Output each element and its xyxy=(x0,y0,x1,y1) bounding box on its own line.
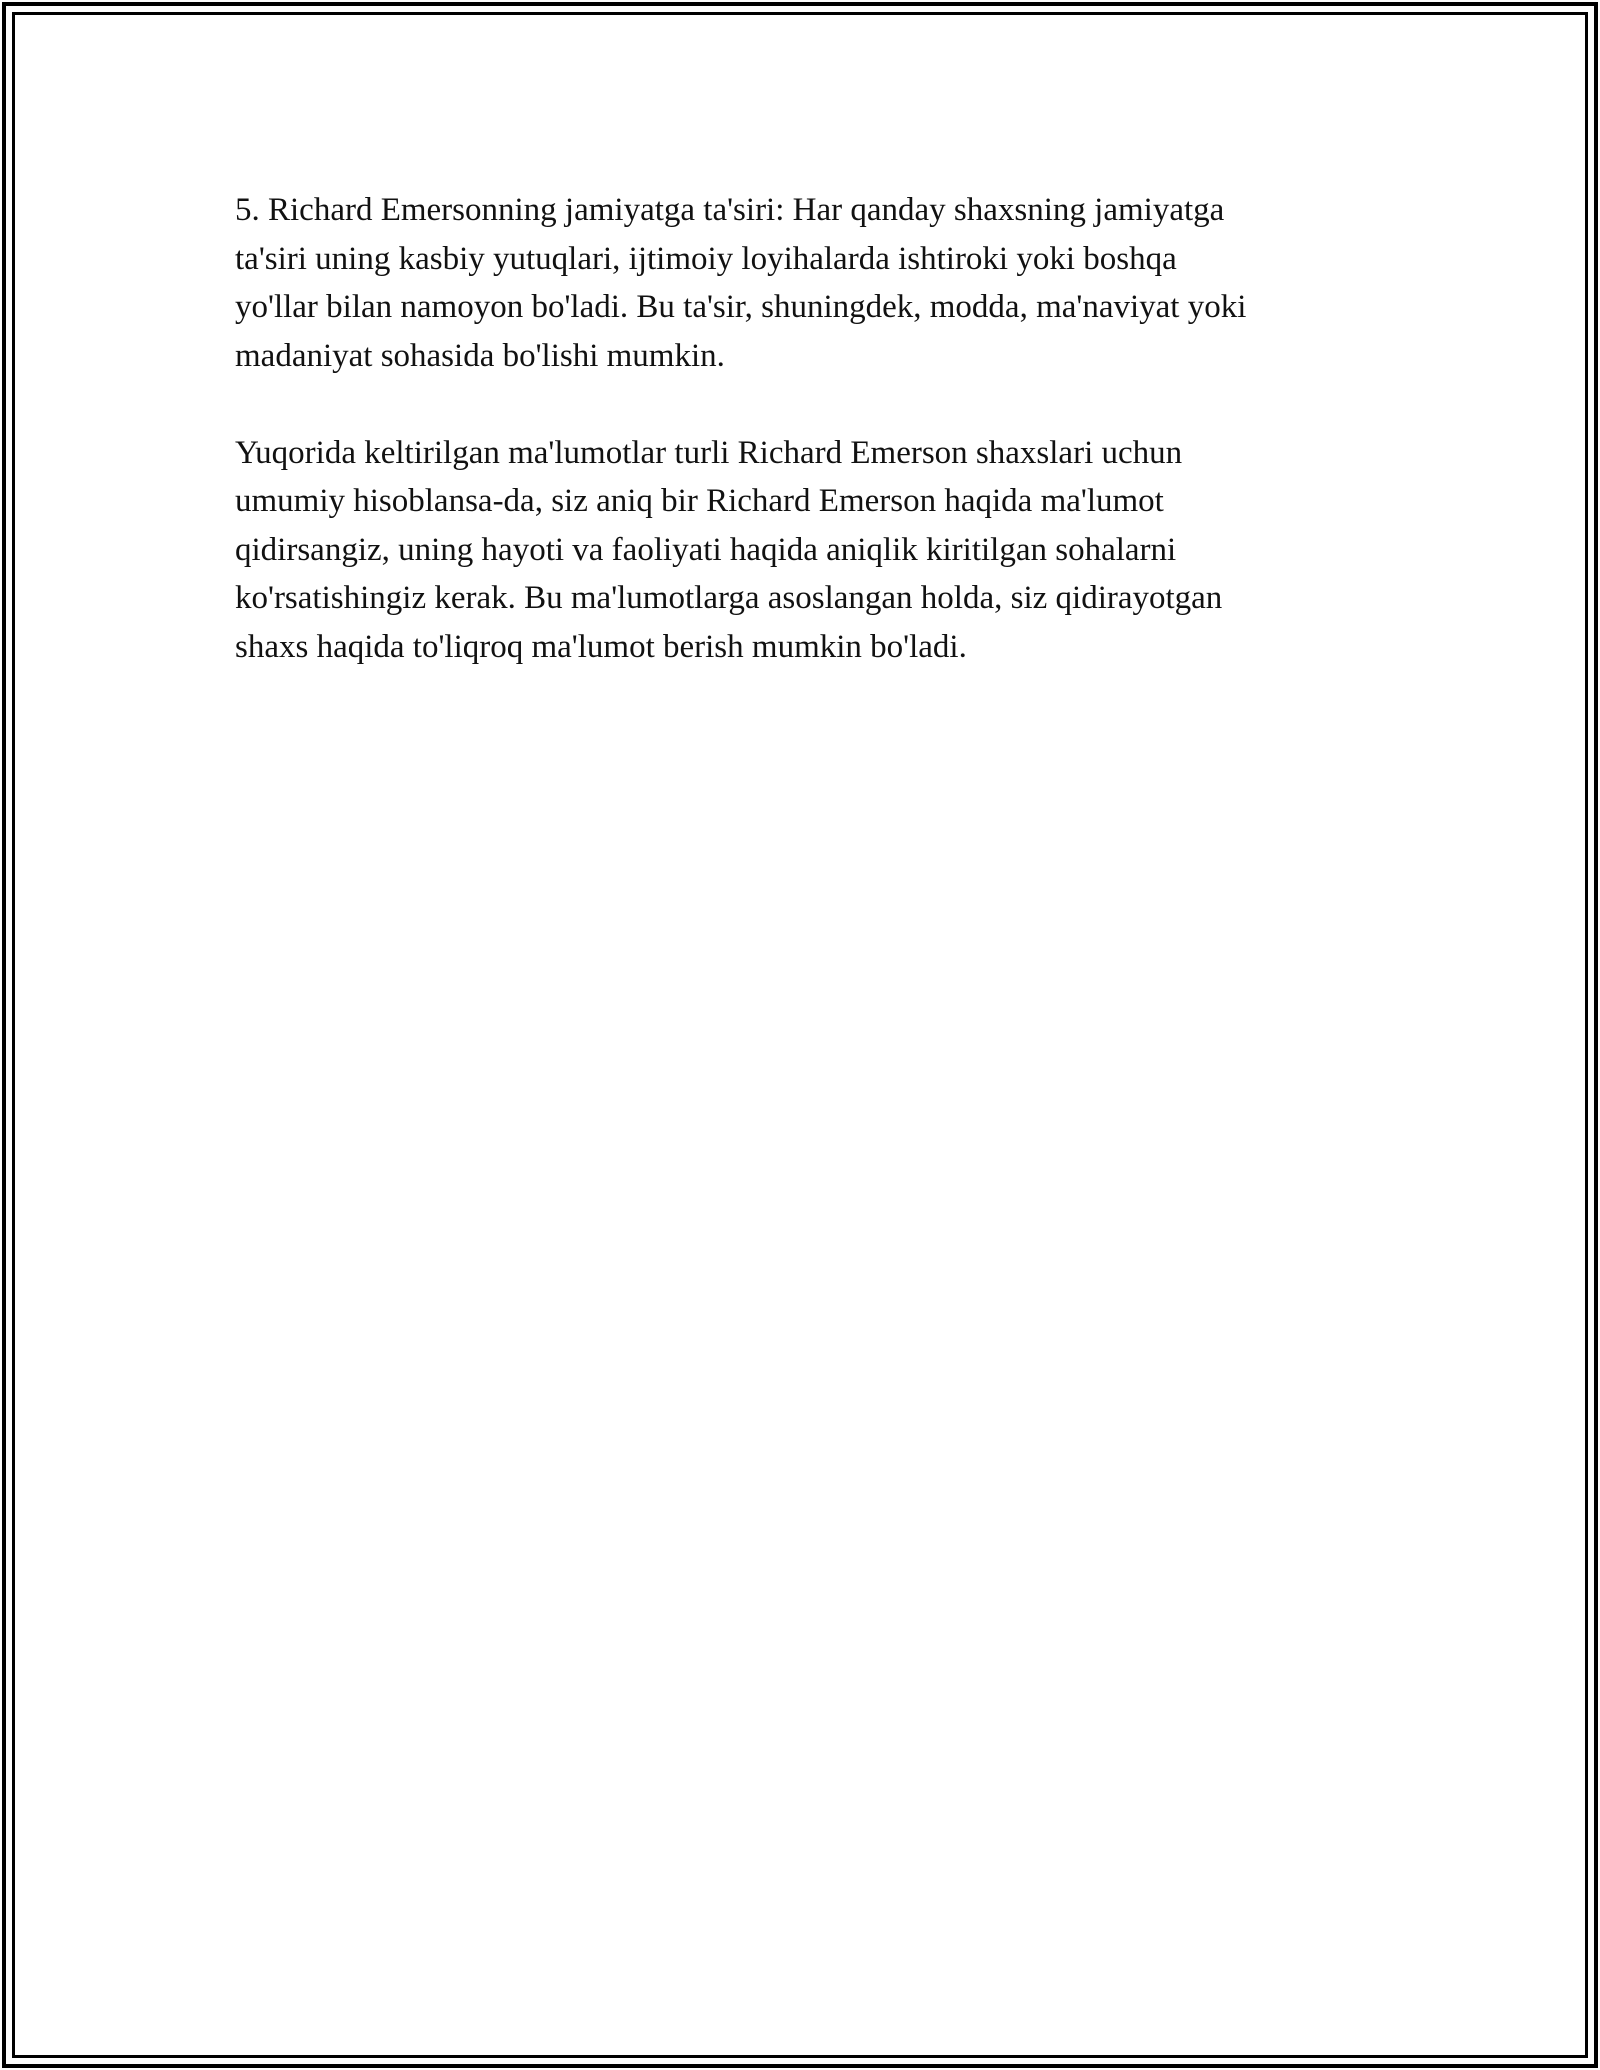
paragraph-spacer xyxy=(235,380,1375,429)
document-body xyxy=(235,186,1375,671)
text-line: 5. Richard Emersonning jamiyatga ta'siri: Har qanday shaxsning jamiyatga xyxy=(235,192,1225,228)
text-line: umumiy hisoblansa-da, siz aniq bir Richard Emerson haqida ma'lumot xyxy=(235,483,1164,519)
text-line: shaxs haqida to'liqroq ma'lumot berish mumkin bo'ladi. xyxy=(235,628,967,665)
paragraph-impact-on-society xyxy=(235,186,1375,380)
text-line: madaniyat sohasida bo'lishi mumkin. xyxy=(235,337,725,374)
text-line: ta'siri uning kasbiy yutuqlari, ijtimoiy loyihalarda ishtiroki yoki boshqa xyxy=(235,240,1177,277)
text-line: Yuqorida keltirilgan ma'lumotlar turli Richard Emerson shaxslari uchun xyxy=(235,434,1183,471)
paragraph-conclusion xyxy=(235,429,1375,672)
text-line: ko'rsatishingiz kerak. Bu ma'lumotlarga asoslangan holda, siz qidirayotgan xyxy=(235,580,1223,616)
text-line: qidirsangiz, uning hayoti va faoliyati haqida aniqlik kiritilgan sohalarni xyxy=(235,531,1177,568)
text-line: yo'llar bilan namoyon bo'ladi. Bu ta'sir, shuningdek, modda, ma'naviyat yoki xyxy=(235,289,1247,325)
